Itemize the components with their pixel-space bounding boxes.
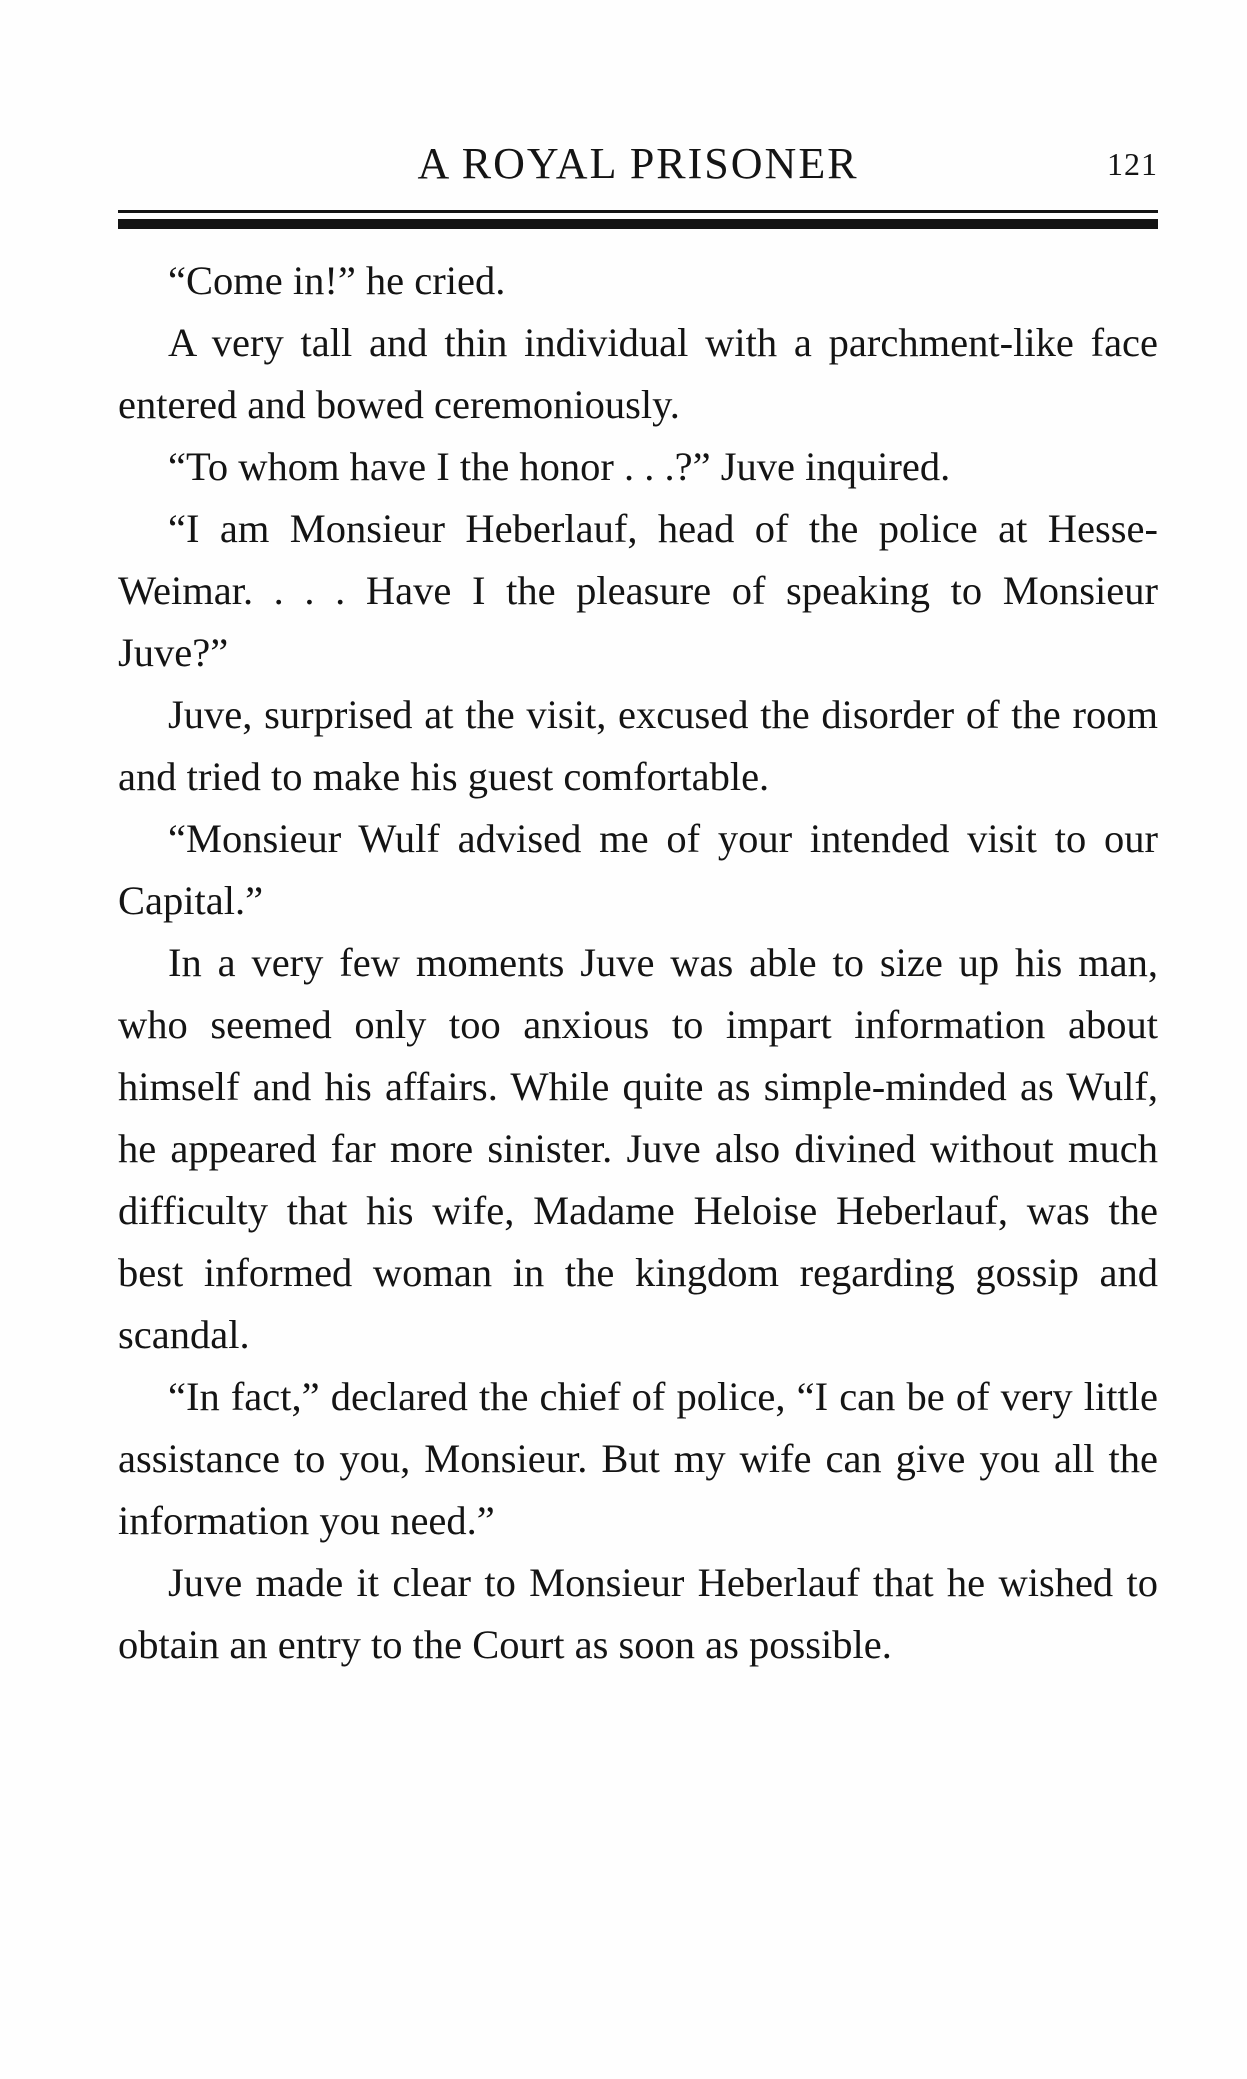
header-rule-thin [118,210,1158,213]
paragraph-4: “I am Monsieur Heberlauf, head of the police at Hesse-Weimar. . . . Have I the pleasure of speaking to Monsieur Juve?” [118,506,1158,675]
page-number: 121 [1107,146,1158,182]
paragraph-8: “In fact,” declared the chief of police, “I can be of very little assistance to you, Monsieur. But my wife can give you all the information you need.” [118,1374,1158,1543]
paragraph-5: Juve, surprised at the visit, excused the disorder of the room and tried to make his guest comfortable. [118,692,1158,799]
page-header [118,138,1158,198]
paragraph-2: A very tall and thin individual with a parchment-like face entered and bowed ceremoniously. [118,320,1158,427]
header-rule-thick [118,219,1158,229]
body-text [118,250,1158,1676]
paragraph-7: In a very few moments Juve was able to size up his man, who seemed only too anxious to impart information about himself and his affairs. While quite as simple-minded as Wulf, he appeared far more sinister. Juve also divined without much difficulty that his wife, Madame Heloise Heberlauf, was the best informed woman in the kingdom regarding gossip and scandal. [118,940,1158,1357]
paragraph-6: “Monsieur Wulf advised me of your intended visit to our Capital.” [118,816,1158,923]
paragraph-1: “Come in!” he cried. [168,258,506,303]
paragraph-9: Juve made it clear to Monsieur Heberlauf that he wished to obtain an entry to the Court as soon as possible. [118,1560,1158,1667]
running-title: A ROYAL PRISONER [417,139,859,188]
paragraph-3: “To whom have I the honor . . .?” Juve inquired. [168,444,951,489]
